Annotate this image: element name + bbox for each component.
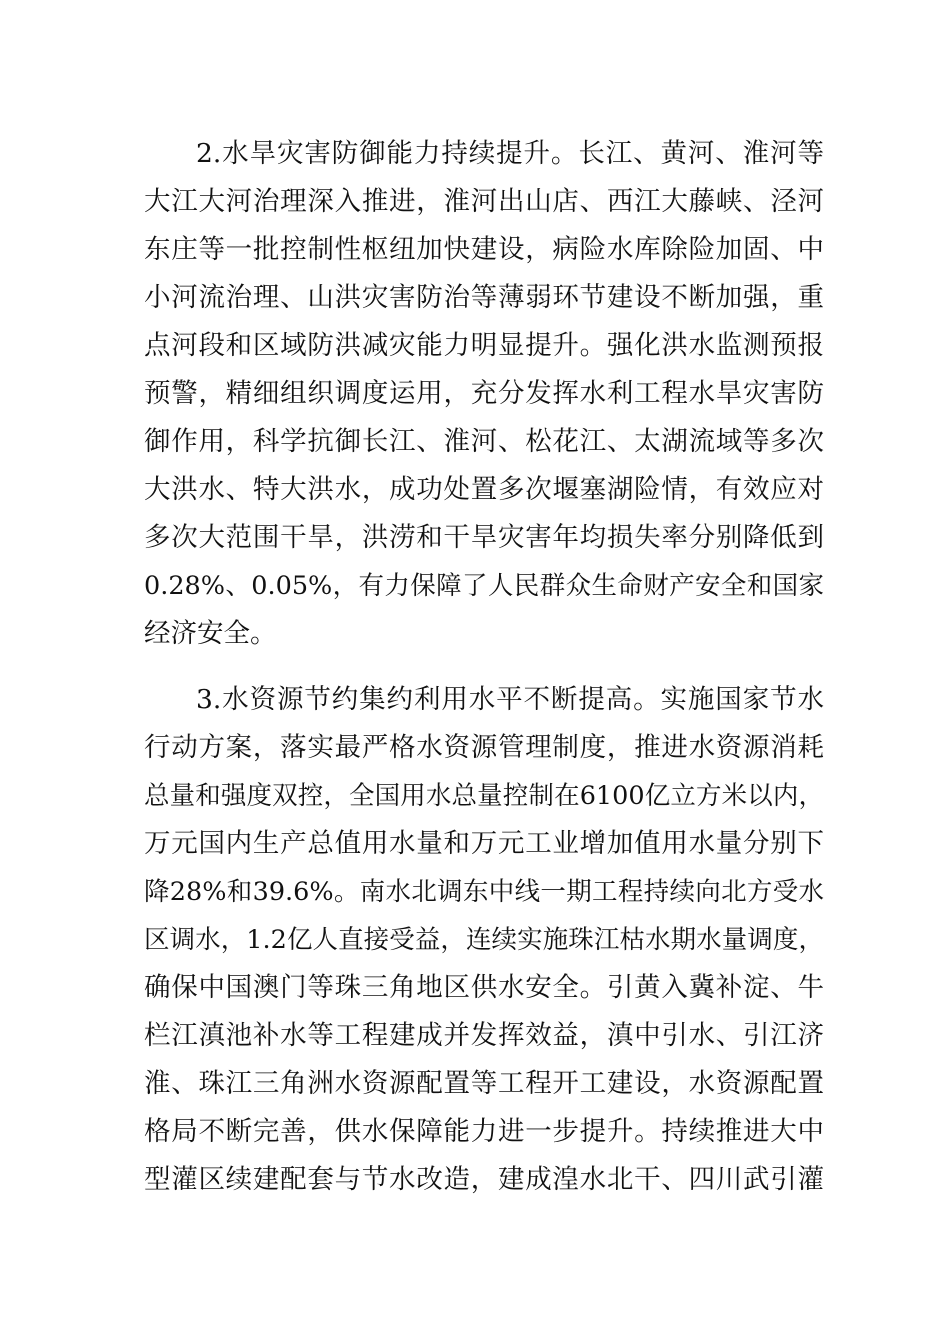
paragraph-2-line-10: 格局不断完善，供水保障能力进一步提升。持续推进大中 <box>144 1116 824 1147</box>
paragraph-1-line-4: 小河流治理、山洪灾害防治等薄弱环节建设不断加强，重 <box>144 282 824 313</box>
paragraph-2-line-8: 栏江滇池补水等工程建成并发挥效益，滇中引水、引江济 <box>144 1020 824 1051</box>
paragraph-2-line-1: 3.水资源节约集约利用水平不断提高。实施国家节水 <box>196 684 824 715</box>
paragraph-1-line-6: 预警，精细组织调度运用，充分发挥水利工程水旱灾害防 <box>144 378 824 409</box>
paragraph-1-line-1: 2.水旱灾害防御能力持续提升。长江、黄河、淮河等 <box>196 138 824 169</box>
paragraph-2-line-9: 淮、珠江三角洲水资源配置等工程开工建设，水资源配置 <box>144 1068 824 1099</box>
paragraph-1-line-3: 东庄等一批控制性枢纽加快建设，病险水库除险加固、中 <box>144 234 824 265</box>
paragraph-2-line-6: 区调水，1.2亿人直接受益，连续实施珠江枯水期水量调度， <box>144 925 824 955</box>
paragraph-1-line-9: 多次大范围干旱，洪涝和干旱灾害年均损失率分别降低到 <box>144 522 824 553</box>
paragraph-1-line-5: 点河段和区域防洪减灾能力明显提升。强化洪水监测预报 <box>144 330 824 361</box>
paragraph-1-line-2: 大江大河治理深入推进，淮河出山店、西江大藤峡、泾河 <box>144 186 824 217</box>
paragraph-1-line-7: 御作用，科学抗御长江、淮河、松花江、太湖流域等多次 <box>144 426 824 457</box>
paragraph-2-line-2: 行动方案，落实最严格水资源管理制度，推进水资源消耗 <box>144 732 824 763</box>
paragraph-2-line-11: 型灌区续建配套与节水改造，建成湟水北干、四川武引灌 <box>144 1164 824 1195</box>
paragraph-2-line-5: 降28%和39.6%。南水北调东中线一期工程持续向北方受水 <box>144 877 824 907</box>
paragraph-1-line-10: 0.28%、0.05%，有力保障了人民群众生命财产安全和国家 <box>144 571 824 601</box>
paragraph-1-line-8: 大洪水、特大洪水，成功处置多次堰塞湖险情，有效应对 <box>144 474 824 505</box>
paragraph-2-line-3: 总量和强度双控，全国用水总量控制在6100亿立方米以内， <box>144 781 824 811</box>
paragraph-1-line-11: 经济安全。 <box>144 618 277 649</box>
paragraph-2-line-7: 确保中国澳门等珠三角地区供水安全。引黄入冀补淀、牛 <box>144 972 824 1003</box>
paragraph-2-line-4: 万元国内生产总值用水量和万元工业增加值用水量分别下 <box>144 828 824 859</box>
